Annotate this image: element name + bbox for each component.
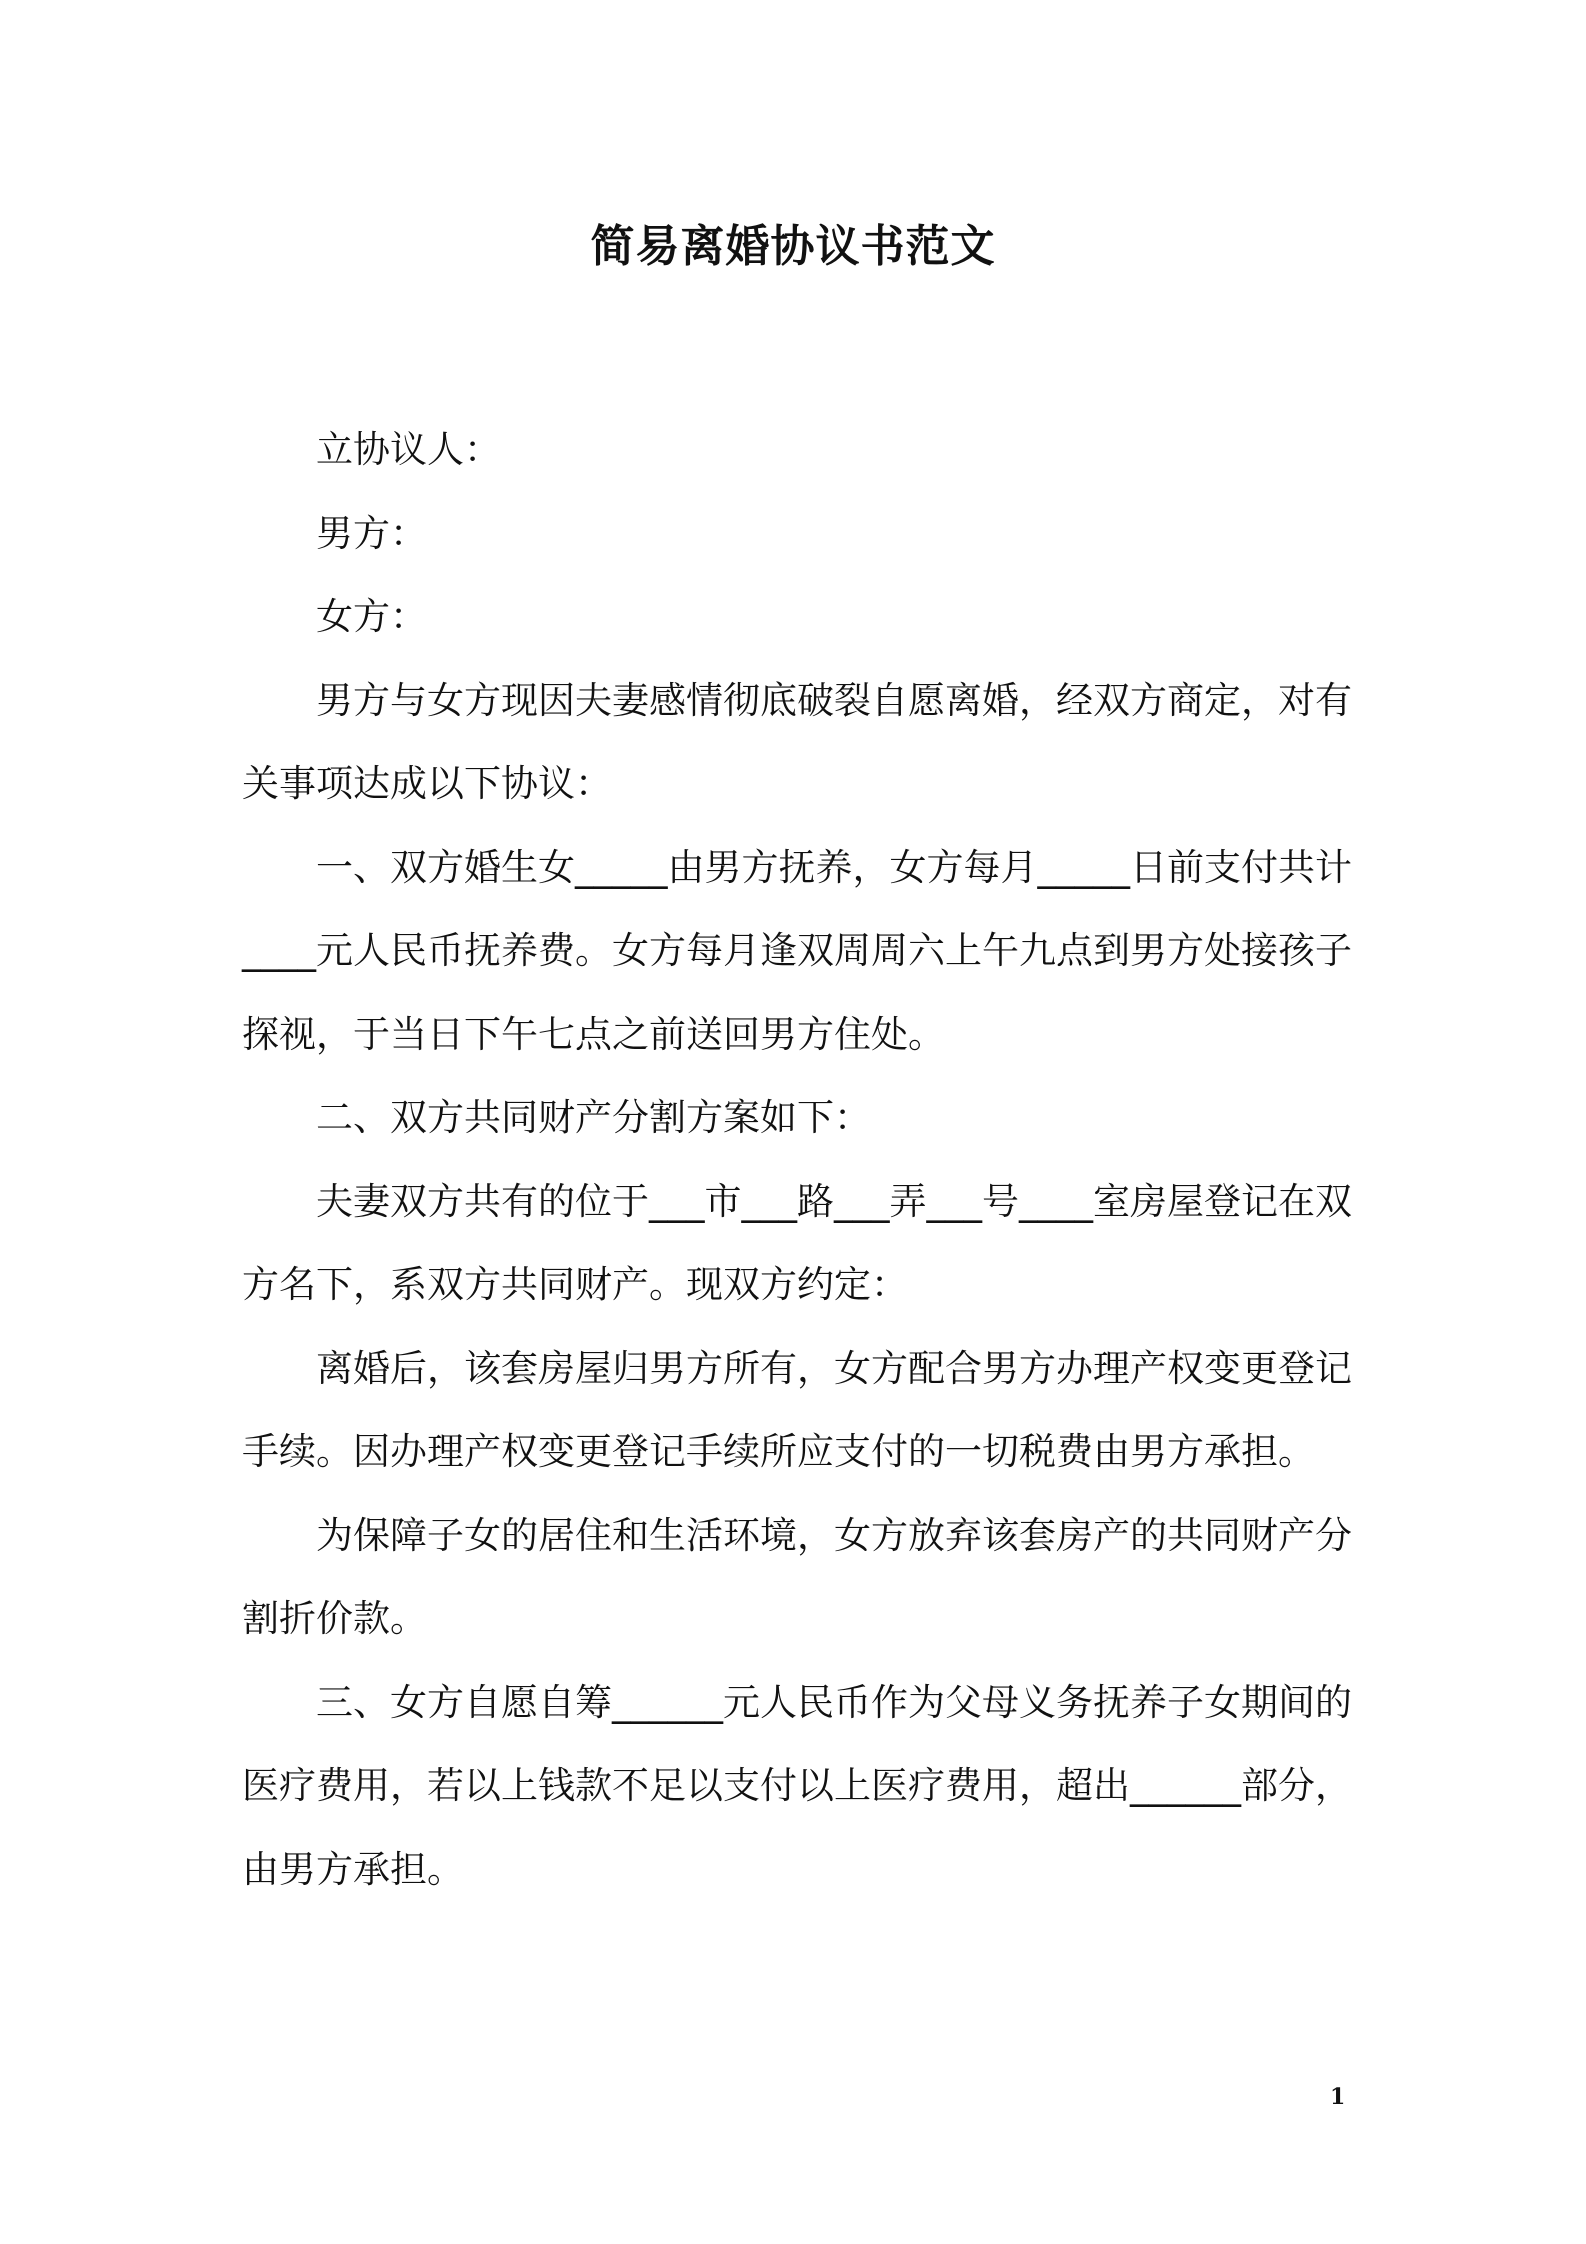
paragraph-property-ownership: 离婚后，该套房屋归男方所有，女方配合男方办理产权变更登记手续。因办理产权变更登记手续所应支付的一切税费由男方承担。 (242, 1346, 1352, 1473)
paragraph-clause-2: 二、双方共同财产分割方案如下： (316, 1096, 871, 1139)
paragraph-property-location: 夫妻双方共有的位于___市___路___弄___号____室房屋登记在双方名下，系双方共同财产。现双方约定： (242, 1179, 1352, 1306)
page-number: 1 (1330, 2084, 1346, 2110)
paragraph-parties: 立协议人： (316, 428, 501, 471)
paragraph-preamble: 男方与女方现因夫妻感情彻底破裂自愿离婚，经双方商定，对有关事项达成以下协议： (242, 678, 1352, 805)
paragraph-female-party: 女方： (316, 595, 427, 638)
paragraph-clause-3: 三、女方自愿自筹______元人民币作为父母义务抚养子女期间的医疗费用，若以上钱款不足以支付以上医疗费用，超出______部分，由男方承担。 (242, 1680, 1352, 1891)
document-title: 简易离婚协议书范文 (590, 221, 996, 272)
paragraph-property-waiver: 为保障子女的居住和生活环境，女方放弃该套房产的共同财产分割折价款。 (242, 1513, 1352, 1640)
paragraph-male-party: 男方： (316, 511, 427, 555)
paragraph-clause-1: 一、双方婚生女_____由男方抚养，女方每月_____日前支付共计____元人民币抚养费。女方每月逢双周周六上午九点到男方处接孩子探视，于当日下午七点之前送回男方住处。 (242, 845, 1352, 1056)
document-body (242, 408, 1352, 1911)
